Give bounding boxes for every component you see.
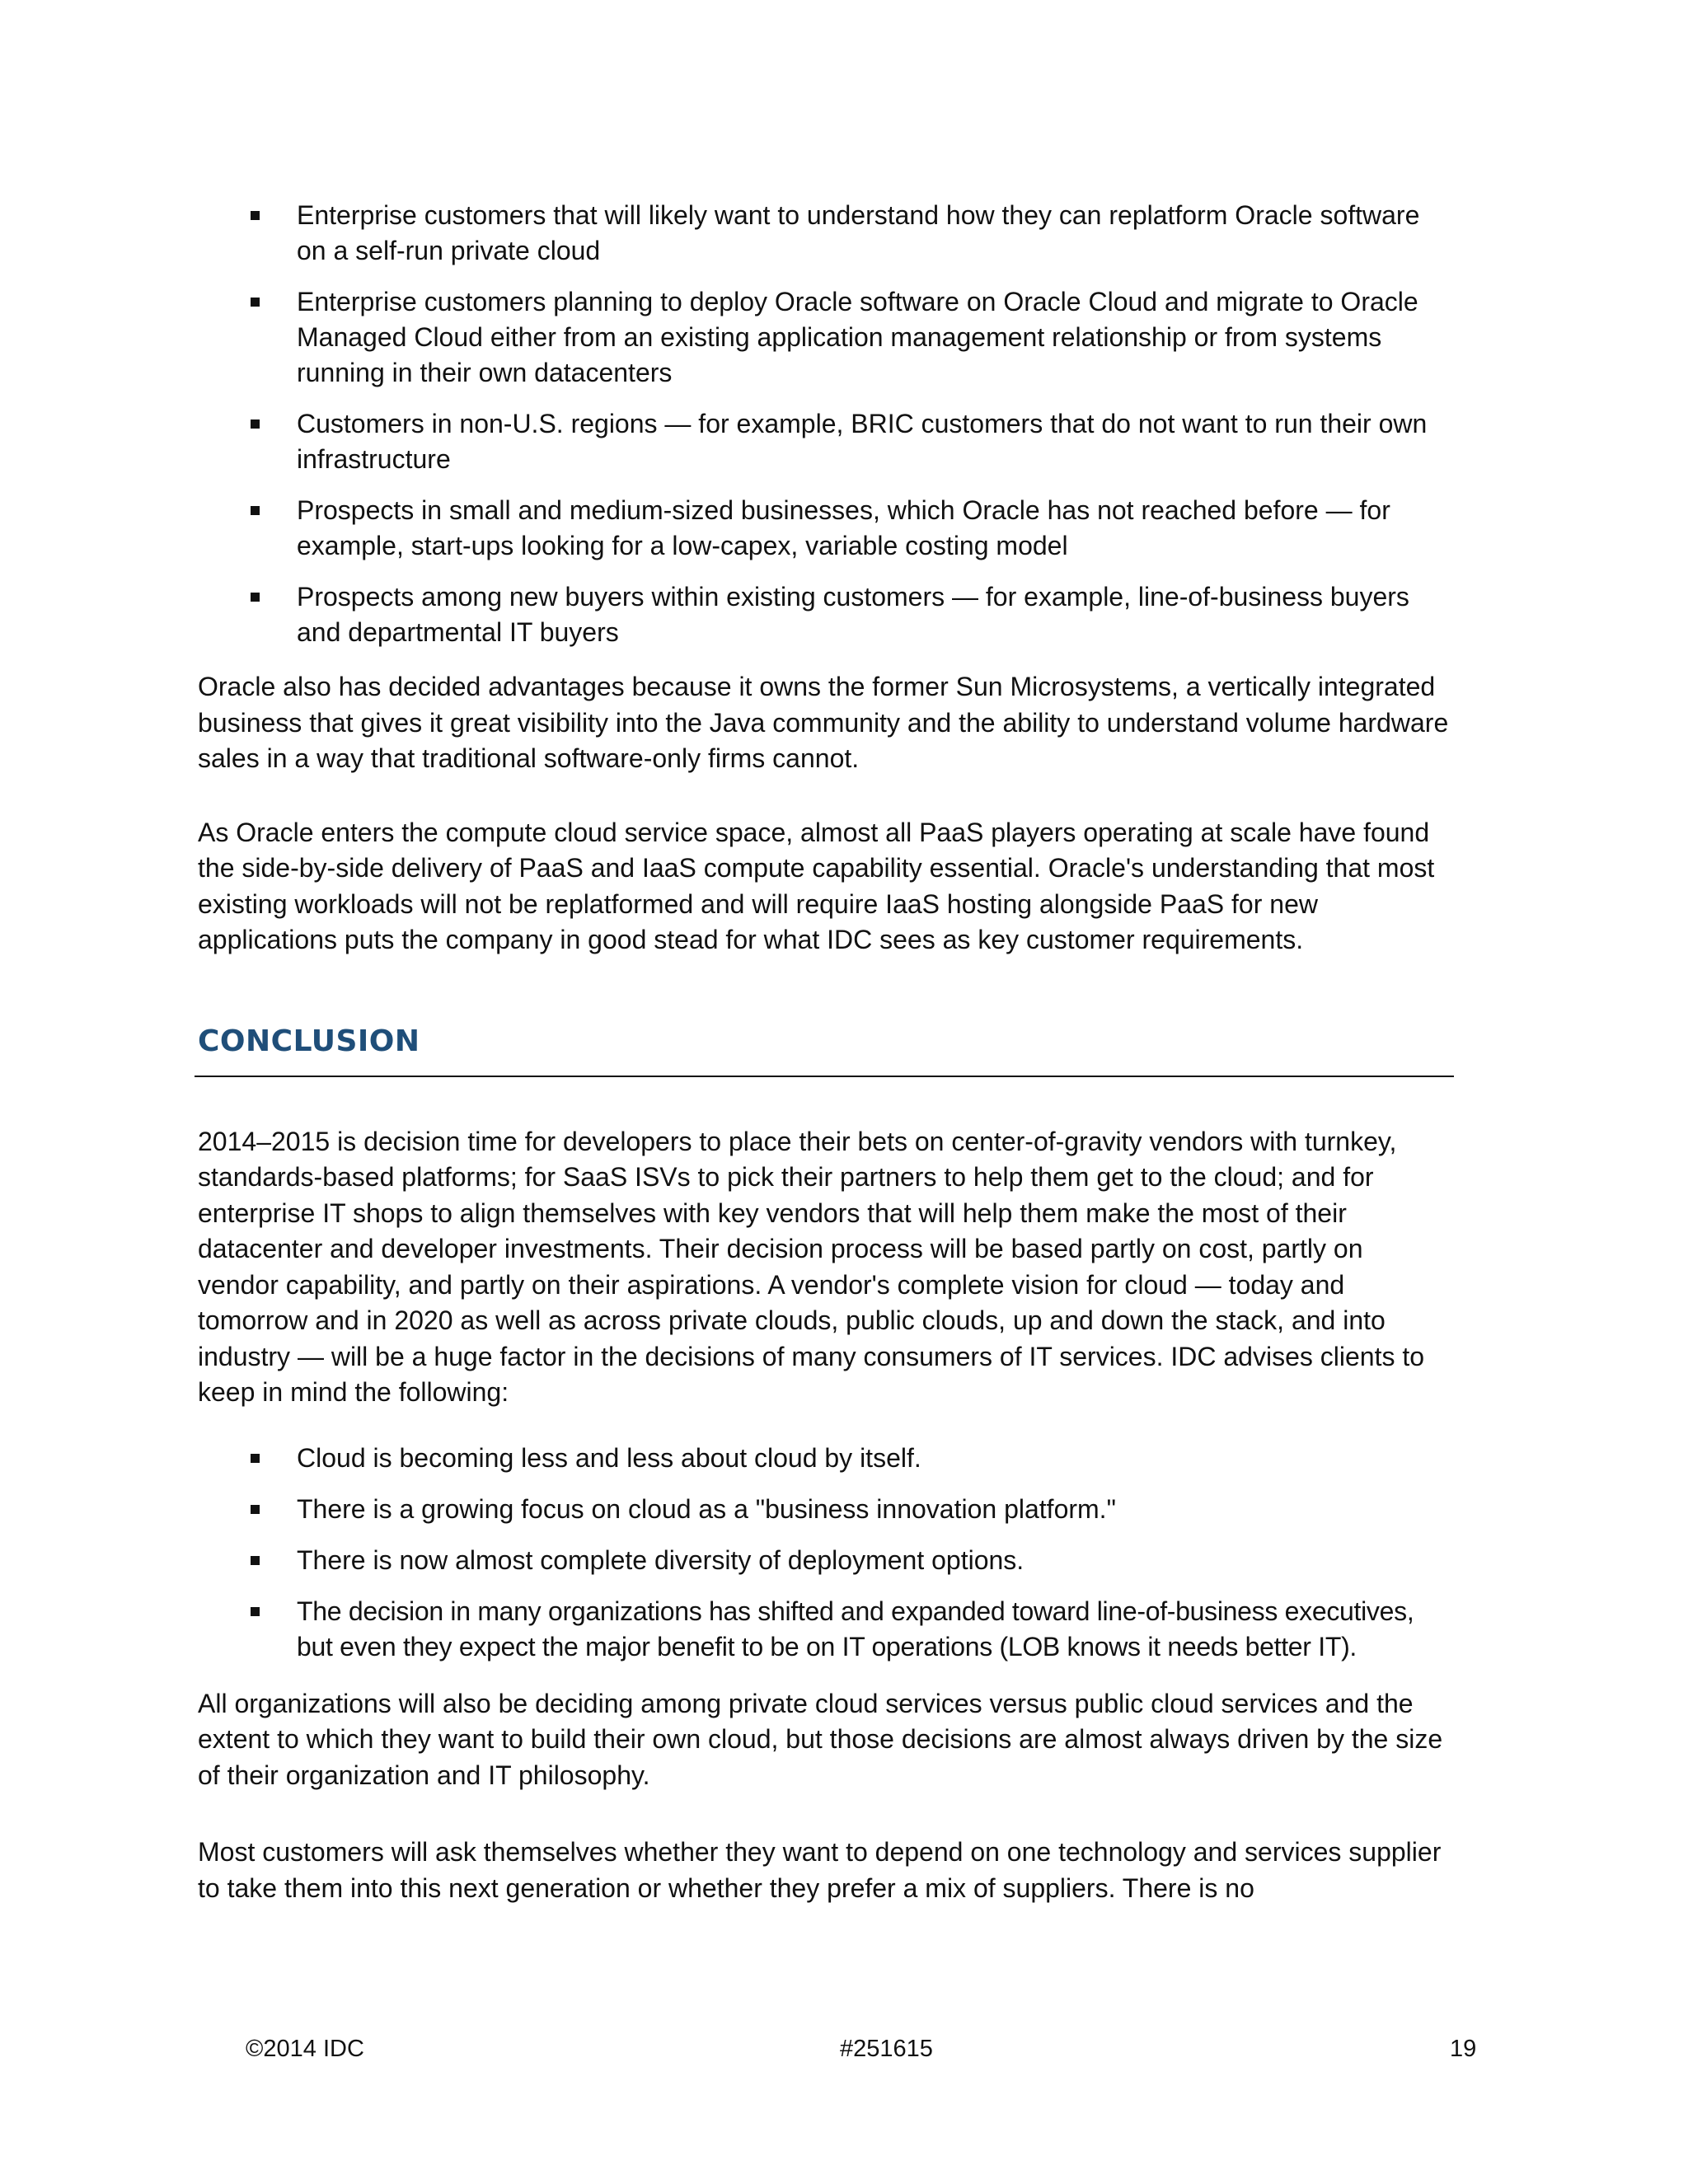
paragraph-sun-microsystems: Oracle also has decided advantages because it owns the former Sun Microsystems, a vertically integrated business that gives it great visibility into the Java community and the ability to understand volume hardware sales in a way that traditional software-only firms cannot.	[198, 672, 1449, 773]
square-bullet-icon	[251, 593, 260, 602]
list-item	[198, 579, 1451, 650]
square-bullet-icon	[251, 1556, 260, 1565]
square-bullet-icon	[251, 1454, 260, 1463]
list-item-text: The decision in many organizations has shifted and expanded toward line-of-business executives, but even they expect the major benefit to be on IT operations (LOB knows it needs better IT).	[297, 1596, 1414, 1661]
paragraph-suppliers: Most customers will ask themselves whether they want to depend on one technology and services supplier to take them into this next generation or whether they prefer a mix of suppliers. There is no	[198, 1837, 1442, 1903]
list-item-text: Prospects in small and medium-sized businesses, which Oracle has not reached before — for example, start-ups looking for a low-capex, variable costing model	[297, 495, 1390, 560]
list-item-text: Customers in non-U.S. regions — for example, BRIC customers that do not want to run their own infrastructure	[297, 409, 1428, 474]
list-item	[198, 1441, 1451, 1476]
list-item-text: Enterprise customers planning to deploy Oracle software on Oracle Cloud and migrate to Oracle Managed Cloud either from an existing application management relationship or from systems running in their own datacenters	[297, 287, 1418, 387]
list-item-text: There is now almost complete diversity of deployment options.	[297, 1544, 1025, 1575]
paragraph-conclusion-intro: 2014–2015 is decision time for developers to place their bets on center-of-gravity vendors with turnkey, standards-based platforms; for SaaS ISVs to pick their partners to help them get to the cloud; and for enterprise IT shops to align themselves with key vendors that will help them make the most of their datacenter and developer investments. Their decision process will be based partly on cost, partly on vendor capability, and partly on their aspirations. A vendor's complete vision for cloud — today and tomorrow and in 2020 as well as across private clouds, public clouds, up and down the stack, and into industry — will be a huge factor in the decisions of many consumers of IT services. IDC advises clients to keep in mind the following:	[198, 1126, 1425, 1407]
conclusion-heading: CONCLUSION	[198, 1024, 420, 1058]
conclusion-bullet-list	[198, 1441, 1451, 1665]
paragraph-private-public: All organizations will also be deciding among private cloud services versus public cloud services and the extent to which they want to build their own cloud, but those decisions are almost always driven by the size of their organization and IT philosophy.	[198, 1688, 1443, 1790]
list-item-text: Enterprise customers that will likely want to understand how they can replatform Oracle software on a self-run private cloud	[297, 200, 1420, 265]
list-item	[198, 1594, 1451, 1665]
list-item	[198, 198, 1451, 269]
list-item-text: Prospects among new buyers within existing customers — for example, line-of-business buyers and departmental IT buyers	[297, 582, 1409, 647]
list-item-text: There is a growing focus on cloud as a "business innovation platform."	[297, 1493, 1116, 1524]
square-bullet-icon	[251, 298, 260, 307]
square-bullet-icon	[251, 1505, 260, 1514]
list-item	[198, 1492, 1451, 1527]
square-bullet-icon	[251, 419, 260, 429]
square-bullet-icon	[251, 506, 260, 515]
top-bullet-list	[198, 198, 1451, 650]
list-item	[198, 1543, 1451, 1578]
square-bullet-icon	[251, 211, 260, 220]
footer-copyright: ©2014 IDC	[246, 2036, 364, 2062]
heading-divider	[195, 1076, 1454, 1077]
list-item	[198, 493, 1451, 564]
page-content	[198, 198, 1451, 1906]
paragraph-compute-cloud: As Oracle enters the compute cloud service space, almost all PaaS players operating at scale have found the side-by-side delivery of PaaS and IaaS compute capability essential. Oracle's understanding that most existing workloads will not be replatformed and will require IaaS hosting alongside PaaS for new applications puts the company in good stead for what IDC sees as key customer requirements.	[198, 817, 1435, 954]
list-item-text: Cloud is becoming less and less about cloud by itself.	[297, 1442, 921, 1473]
list-item	[198, 406, 1451, 477]
footer-doc-number: #251615	[840, 2036, 933, 2062]
list-item	[198, 284, 1451, 391]
footer-page-number: 19	[1450, 2036, 1477, 2062]
square-bullet-icon	[251, 1607, 260, 1616]
